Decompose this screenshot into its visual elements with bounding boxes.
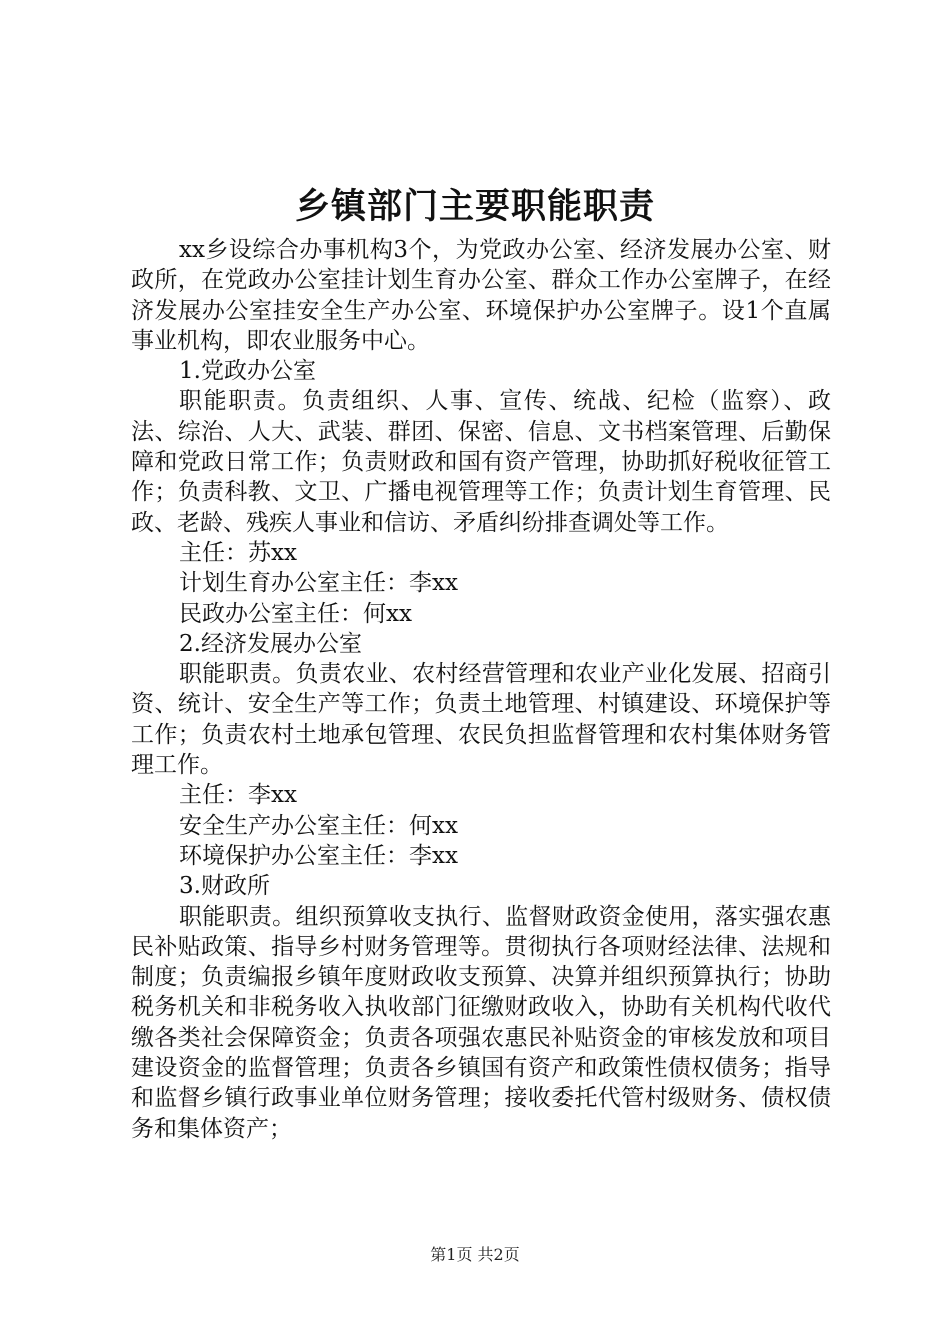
staff-line: 民政办公室主任：何xx: [179, 600, 412, 627]
document-body: [131, 235, 831, 1144]
section-duties: 职能职责。负责农业、农村经营管理和农业产业化发展、招商引资、统计、安全生产等工作；负责土地管理、村镇建设、环境保护等工作；负责农村土地承包管理、农民负担监督管理和农村集体财务管理工作。: [131, 661, 831, 779]
staff-line: 安全生产办公室主任：何xx: [179, 812, 458, 839]
page-footer: 第1页 共2页: [430, 1245, 520, 1264]
staff-line: 计划生育办公室主任：李xx: [179, 570, 458, 597]
section-heading: 3.财政所: [179, 873, 270, 900]
section-heading: 1.党政办公室: [179, 358, 316, 385]
section-heading: 2.经济发展办公室: [179, 630, 362, 657]
staff-line: 环境保护办公室主任：李xx: [179, 842, 458, 869]
section-duties: 职能职责。组织预算收支执行、监督财政资金使用，落实强农惠民补贴政策、指导乡村财务管理等。贯彻执行各项财经法律、法规和制度；负责编报乡镇年度财政收支预算、决算并组织预算执行；协助税务机关和非税务收入执收部门征缴财政收入，协助有关机构代收代缴各类社会保障资金；负责各项强农惠民补贴资金的审核发放和项目建设资金的监督管理；负责各乡镇国有资产和政策性债权债务；指导和监督乡镇行政事业单位财务管理；接收委托代管村级财务、债权债务和集体资产；: [131, 903, 831, 1142]
document-title: 乡镇部门主要职能职责: [294, 187, 655, 227]
staff-line: 主任：李xx: [179, 782, 297, 809]
intro-paragraph: xx乡设综合办事机构3个，为党政办公室、经济发展办公室、财政所，在党政办公室挂计划生育办公室、群众工作办公室牌子，在经济发展办公室挂安全生产办公室、环境保护办公室牌子。设1个直属事业机构，即农业服务中心。: [131, 237, 831, 354]
section-duties: 职能职责。负责组织、人事、宣传、统战、纪检（监察）、政法、综治、人大、武装、群团、保密、信息、文书档案管理、后勤保障和党政日常工作；负责财政和国有资产管理，协助抓好税收征管工作；负责科教、文卫、广播电视管理等工作；负责计划生育管理、民政、老龄、残疾人事业和信访、矛盾纠纷排查调处等工作。: [131, 388, 831, 536]
staff-line: 主任：苏xx: [179, 539, 297, 566]
